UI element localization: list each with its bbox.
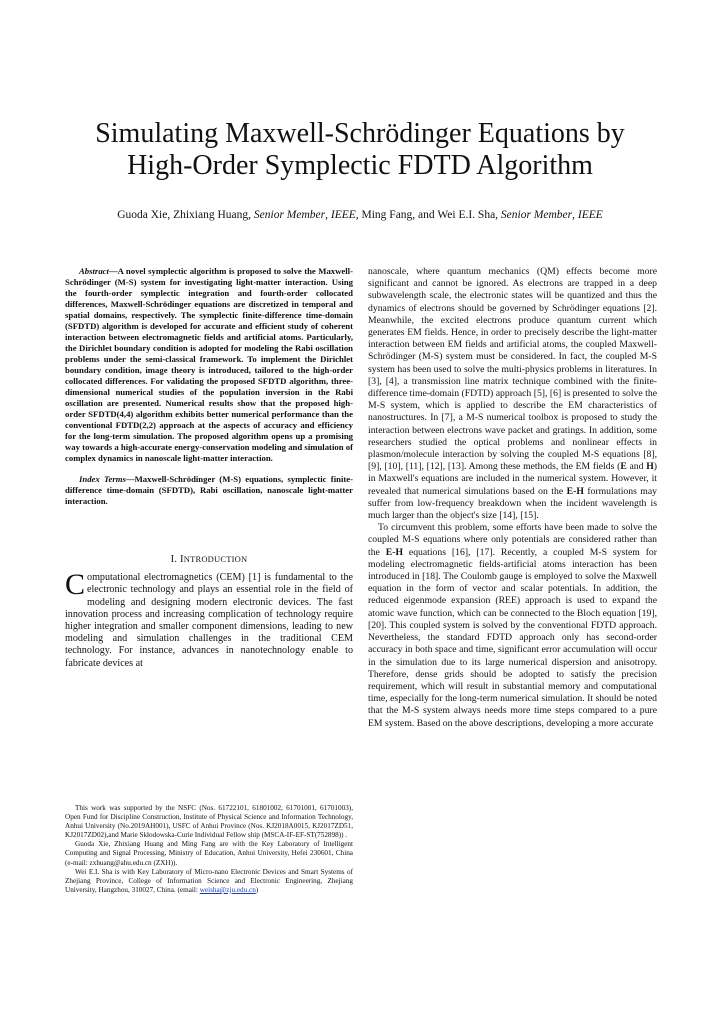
right-column — [368, 266, 657, 730]
right-p1-text-b: ) in Maxwell's equations are included in the numerical system. However, it revealed that numerical simulations based on the — [368, 461, 657, 497]
index-terms-label: Index Terms — [79, 474, 126, 484]
intro-text: omputational electromagnetics (CEM) [1] is fundamental to the electronic technology and plays an essential role in the field of modeling and designing modern electronic devices. The fast innovation process and increasing complication of technology require higher integration and smaller component dimensions, leading to new modeling and simulation challenges in the traditional CEM technology. For instance, advances in nanotechnology enable to fabricate devices at — [65, 572, 353, 669]
drop-cap: C — [65, 568, 86, 602]
right-p2-text-b: equations [16], [17]. Recently, a coupled M-S system for modeling electromagnetic fields-artificial atoms interaction has been introduced in [18]. The Coulomb gauge is employed to solve the Maxwell equation in the form of vector and scalar potentials. In addition, the reduced eigenmode expansion (REE) approach is used to expand the atomic wave function, which can be connected to the Bloch equation [19], [20]. This coupled system is solved by the conventional FDTD approach. Nevertheless, the standard FDTD approach only has second-order accuracy in both space and time, significant error accumulation will occur in the simulation due to its large numerical dispersion and anisotropy. Therefore, dense grids should be adopted to satisfy the precision requirement, which will result in substantial memory and computational time, especially for the long-term numerical simulation. It should be noted that the M-S system always needs more time steps compared to a pure EM system. Based on the above descriptions, developing a more accurate — [368, 546, 657, 729]
author-list — [40, 208, 680, 222]
right-p1-text-a: nanoscale, where quantum mechanics (QM) effects become more significant and cannot be ignored. As electrons are trapped in a deep subwavelength scale, the electronic states will be quantized and thus the dynamics of electrons should be governed by Schrödinger equations [2]. Meanwhile, the excited electrons produce quantum current which generates EM fields. Hence, in order to precisely describe the light-matter interaction between EM fields and artificial atoms, the coupled Maxwell-Schrödinger (M-S) system must be considered. In fact, the coupled M-S system has been used to solve the multi-physics problems in literatures. In [3], [4], a transmission line matrix technique combined with the finite-difference time-domain (FDTD) approach [5], [6] is presented to solve the M-S system, which is applied to describe the EM characteristics of nanostructures. In [7], a M-S numerical toolbox is proposed to study the interaction between electrons wave packet and gratings. In addition, some researchers studied the optical problems and nonlinear effects in plasmon/molecule interaction by solving the coupled M-S equations [8], [9], [10], [11], [12], [13]. Among these methods, the EM fields ( — [368, 266, 657, 473]
author-names-2: , Ming Fang, and Wei E.I. Sha, — [355, 209, 501, 221]
author-sep-2: , — [572, 209, 578, 221]
abstract-label: Abstract — [79, 266, 109, 276]
author-org-2: IEEE — [577, 209, 603, 221]
author-sep-1: , — [325, 209, 331, 221]
index-terms — [65, 474, 353, 507]
right-p2-EH: E-H — [385, 546, 403, 558]
section-first-letter: I — [180, 554, 184, 565]
footnote-affiliation-2 — [65, 868, 353, 895]
footnote-affiliation-1: Guoda Xie, Zhixiang Huang and Ming Fang are with the Key Laboratory of Intelligent Computing and Signal Processing, Ministry of Education, Anhui University, Hefei 230601, China (e-mail: zxhuang@ahu.edu.cn (ZXH)). — [65, 840, 353, 867]
paper-title — [40, 118, 680, 182]
email-link[interactable]: weisha@zju.edu.cn — [199, 885, 256, 894]
section-heading-introduction — [65, 553, 353, 566]
section-numeral: I. — [170, 554, 181, 565]
footnote-funding: This work was supported by the NSFC (Nos. 61722101, 61801002, 61701001, 61701003), Open Fund for Discipline Construction, Institute of Physical Science and Information Technology, Anhui University (No.2019AH001), USFC of Anhui Province (Nos. KJ2018A0015, KJ2017ZD51, KJ2017ZD02),and Marie Skłodowska-Curie Individual Fellow ship (MSCA-IF-EF-ST(752898)) . — [65, 804, 353, 840]
abstract-text: —A novel symplectic algorithm is proposed to solve the Maxwell-Schrödinger (M-S) system for investigating light-matter interaction. Using the fourth-order symplectic integration and fourth-order collocated differences, Maxwell-Schrödinger equations are discretized in temporal and spatial domains, respectively. The symplectic finite-difference time-domain (SFDTD) algorithm is developed for accurate and efficient study of coherent interaction between electromagnetic fields and artificial atoms. Particularly, the Dirichlet boundary condition is adopted for modeling the Rabi oscillation problems under the semi-classical framework. To implement the Dirichlet boundary condition, image theory is introduced, tailored to the high-order collocated differences. For validating the proposed SFDTD algorithm, three-dimensional numerical studies of the population inversion in the Rabi oscillation are presented. Numerical results show that the proposed high-order SFDTD(4,4) algorithm exhibits better numerical performance than the conventional FDTD(2,2) approach at the aspects of accuracy and efficiency for the long-term simulation. The proposed algorithm opens up a promising way towards a high-accurate energy-conservation modeling and simulation of complex dynamics in nanoscale light-matter interaction. — [65, 266, 353, 463]
right-p1-text-c: formulations may suffer from low-frequency breakdown when the incident wavelength is much larger than the object's size [14], [15]. — [368, 485, 657, 522]
footnotes — [65, 804, 353, 895]
right-paragraph-2 — [368, 522, 657, 729]
right-p1-EH: E-H — [566, 485, 584, 497]
footnote-affiliation-2-end: ) — [255, 885, 259, 894]
author-names-1: Guoda Xie, Zhixiang Huang, — [117, 209, 254, 221]
intro-paragraph — [65, 568, 353, 670]
author-org-1: IEEE — [330, 209, 356, 221]
index-terms-text: —Maxwell-Schrödinger (M-S) equations, symplectic finite-difference time-domain (SFDTD), Rabi oscillation, nanoscale light-matter interaction. — [65, 474, 353, 506]
section-rest: NTRODUCTION — [183, 554, 248, 564]
author-role-2: Senior Member — [500, 209, 573, 221]
right-paragraph-1 — [368, 266, 657, 522]
footnote-affiliation-2-text: Wei E.I. Sha is with Key Laboratory of Micro-nano Electronic Devices and Smart Systems of Zhejiang Province, College of Information Science and Electronic Engineering, Zhejiang University, Hangzhou, 310027, China. (email: — [65, 867, 353, 894]
right-p1-E: E — [620, 461, 627, 473]
title-line-2: High-Order Symplectic FDTD Algorithm — [127, 150, 593, 181]
left-column — [65, 266, 353, 670]
right-p2-text-a: To circumvent this problem, some efforts have been made to solve the coupled M-S equations where only potentials are considered rather than the — [368, 522, 657, 558]
abstract — [65, 266, 353, 464]
title-line-1: Simulating Maxwell-Schrödinger Equations by — [95, 118, 625, 149]
right-p1-H: H — [646, 461, 654, 473]
right-p1-and: and — [626, 461, 647, 473]
author-role-1: Senior Member — [253, 209, 326, 221]
